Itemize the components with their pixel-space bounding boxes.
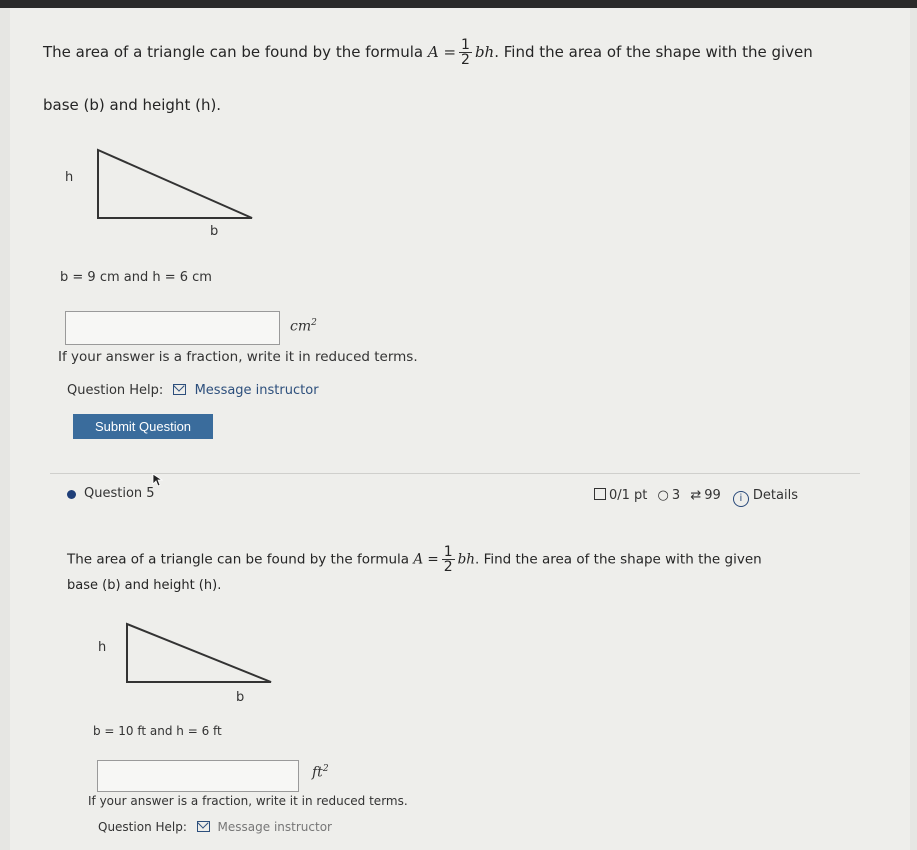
formula-rhs: bh [457, 551, 475, 568]
triangle-figure [96, 148, 256, 220]
question-help [67, 383, 319, 398]
formula-fraction [459, 38, 472, 67]
answer-unit [312, 764, 329, 781]
question-page [10, 8, 910, 850]
triangle-figure [125, 622, 275, 684]
submit-question-button[interactable]: Submit Question [73, 414, 213, 439]
section-divider [50, 473, 860, 474]
answer-input[interactable] [65, 311, 280, 345]
envelope-icon [173, 384, 186, 395]
details-link[interactable] [733, 488, 798, 503]
attempts-count: 3 [671, 488, 681, 503]
prompt-line-2: base (b) and height (h). [43, 96, 222, 114]
help-label: Question Help: [67, 383, 164, 398]
formula-fraction [442, 545, 455, 574]
prompt-text: The area of a triangle can be found by the formula [43, 43, 424, 61]
message-instructor-link[interactable]: Message instructor [217, 820, 332, 834]
answer-input[interactable] [97, 760, 299, 792]
attempts-icon: ○ [657, 488, 669, 503]
formula-lhs: A = [427, 43, 457, 61]
unit-exponent: 2 [311, 318, 317, 328]
score-icon [594, 488, 606, 500]
details-label: Details [752, 488, 798, 503]
fraction-denominator: 2 [461, 52, 470, 68]
score-text: 0/1 pt [609, 488, 648, 503]
retries-count: 99 [704, 488, 721, 503]
help-label: Question Help: [98, 820, 187, 834]
fraction-denominator: 2 [443, 559, 453, 575]
prompt-line-2: base (b) and height (h). [67, 578, 222, 593]
formula-lhs: A = [413, 551, 439, 568]
window-top-bar [0, 0, 917, 8]
question-title: Question 5 [84, 486, 155, 501]
fraction-numerator: 1 [461, 37, 470, 53]
prompt-text: The area of a triangle can be found by the formula [67, 551, 410, 568]
unit-text: ft [312, 764, 323, 781]
prompt-text-after: . Find the area of the shape with the given [494, 43, 813, 61]
fraction-numerator: 1 [443, 544, 453, 560]
base-label: b [210, 224, 219, 239]
unit-exponent: 2 [322, 764, 329, 774]
reduced-terms-hint: If your answer is a fraction, write it in reduced terms. [58, 349, 418, 365]
question-prompt-5 [67, 545, 887, 574]
answer-unit [290, 318, 317, 335]
height-label: h [65, 170, 74, 185]
question-meta [594, 488, 798, 507]
info-icon: i [733, 491, 749, 507]
mouse-cursor-icon [152, 473, 164, 487]
question-help [98, 820, 332, 834]
prompt-text-after: . Find the area of the shape with the given [474, 551, 762, 568]
question-prompt [43, 38, 893, 67]
formula-rhs: bh [474, 43, 495, 61]
question-status-dot [67, 490, 76, 499]
unit-text: cm [290, 318, 312, 335]
given-values: b = 9 cm and h = 6 cm [60, 270, 212, 285]
given-values: b = 10 ft and h = 6 ft [93, 724, 222, 738]
envelope-icon [197, 821, 210, 832]
height-label: h [98, 640, 107, 655]
retry-icon: ⇄ [690, 488, 702, 503]
reduced-terms-hint: If your answer is a fraction, write it in reduced terms. [88, 794, 408, 808]
message-instructor-link[interactable]: Message instructor [194, 383, 319, 398]
base-label: b [236, 690, 245, 705]
